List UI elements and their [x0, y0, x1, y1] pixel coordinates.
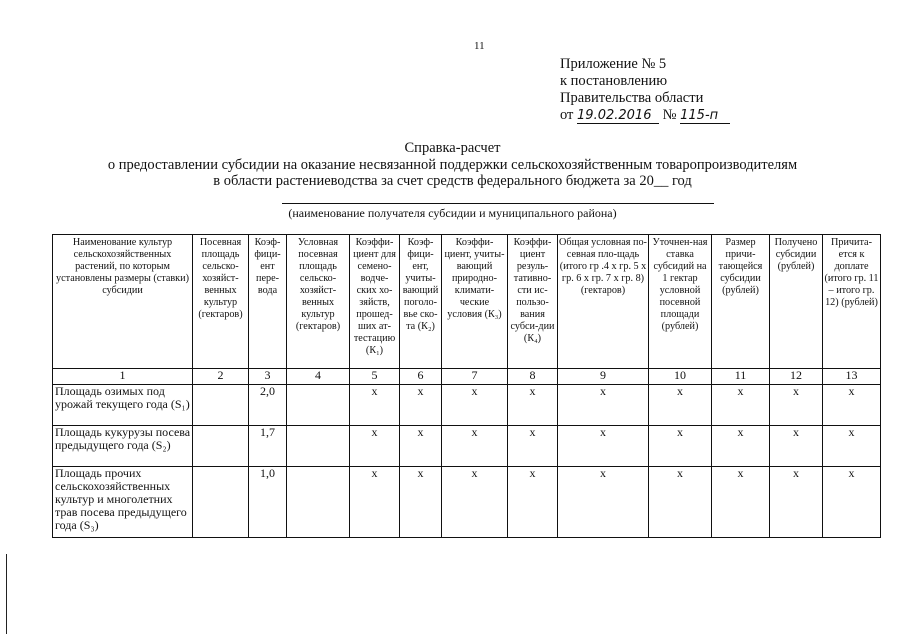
column-header: Получено субсидии (рублей) — [770, 235, 823, 369]
table-cell: х — [823, 467, 881, 538]
table-cell: х — [400, 467, 442, 538]
table-cell: х — [558, 467, 649, 538]
from-prefix: от — [560, 107, 574, 123]
table-cell: х — [350, 385, 400, 426]
table-cell: х — [770, 426, 823, 467]
column-number: 1 — [53, 369, 193, 385]
table-row — [53, 385, 881, 426]
table-cell — [287, 426, 350, 467]
title-line-1: Справка-расчет — [404, 140, 501, 156]
number-sign: № — [662, 107, 677, 123]
column-header: Коэф-фици-ент, учиты-вающий поголо-вье ско-та (К₂) — [400, 235, 442, 369]
column-header: Уточнен-ная ставка субсидий на 1 гектар условной посевной площади (рублей) — [649, 235, 712, 369]
table-cell: х — [400, 385, 442, 426]
column-number: 9 — [558, 369, 649, 385]
column-number-row — [53, 369, 881, 385]
table-cell: х — [823, 426, 881, 467]
table-cell: х — [442, 426, 508, 467]
table-cell: х — [400, 426, 442, 467]
handwritten-number: 115-п — [680, 109, 730, 124]
table-cell: х — [823, 385, 881, 426]
table-cell — [193, 467, 249, 538]
table-cell: х — [770, 467, 823, 538]
table-cell: х — [649, 426, 712, 467]
table-cell: х — [350, 467, 400, 538]
table-header-row — [53, 235, 881, 369]
table-cell: х — [712, 426, 770, 467]
table-cell: х — [558, 385, 649, 426]
row-label: Площадь прочих сельскохозяйственных культур и многолетних трав посева предыдущего года (S₃) — [53, 467, 193, 538]
table-cell: х — [442, 467, 508, 538]
column-number: 3 — [249, 369, 287, 385]
column-header: Наименование культур сельскохозяйственных растений, по которым установлены размеры (ставки) субсидии — [53, 235, 193, 369]
left-margin-mark — [6, 554, 7, 634]
column-number: 11 — [712, 369, 770, 385]
column-number: 4 — [287, 369, 350, 385]
table-cell — [287, 385, 350, 426]
document-title — [0, 140, 905, 190]
table-cell: х — [649, 385, 712, 426]
appendix-line-3: Правительства области — [560, 90, 704, 106]
page-number: 11 — [474, 40, 485, 52]
column-header: Коэффи-циент для семено-водче-ских хо-зяйств, прошед-ших ат-тестацию (К₁) — [350, 235, 400, 369]
title-line-2: о предоставлении субсидии на оказание несвязанной поддержки сельскохозяйственным товаропроизводителям — [107, 156, 798, 173]
handwritten-date: 19.02.2016 — [577, 109, 659, 124]
column-number: 10 — [649, 369, 712, 385]
column-header: Причита-ется к доплате (итого гр. 11 – итого гр. 12) (рублей) — [823, 235, 881, 369]
table-cell: х — [770, 385, 823, 426]
table-cell: 1,0 — [249, 467, 287, 538]
column-header: Размер причи-тающейся субсидии (рублей) — [712, 235, 770, 369]
recipient-caption: (наименование получателя субсидии и муниципального района) — [288, 206, 617, 220]
column-header: Общая условная по-севная пло-щадь (итого гр .4 х гр. 5 х гр. 6 х гр. 7 х гр. 8) (гектаров) — [558, 235, 649, 369]
appendix-block — [560, 56, 730, 124]
table-cell: х — [442, 385, 508, 426]
column-number: 2 — [193, 369, 249, 385]
table-cell: х — [508, 385, 558, 426]
row-label: Площадь озимых под урожай текущего года (S₁) — [53, 385, 193, 426]
table-cell: х — [508, 426, 558, 467]
column-header: Коэффи-циент, учиты-вающий природно-климати-ческие условия (К₃) — [442, 235, 508, 369]
table-cell: 1,7 — [249, 426, 287, 467]
column-number: 13 — [823, 369, 881, 385]
table-cell: 2,0 — [249, 385, 287, 426]
column-number: 8 — [508, 369, 558, 385]
table-row — [53, 467, 881, 538]
table-row — [53, 426, 881, 467]
appendix-line-1: Приложение № 5 — [560, 56, 667, 72]
column-header: Коэф-фици-ент пере-вода — [249, 235, 287, 369]
recipient-fill-line — [282, 203, 714, 204]
row-label: Площадь кукурузы посева предыдущего года (S₂) — [53, 426, 193, 467]
appendix-line-2: к постановлению — [560, 73, 668, 89]
table-cell: х — [508, 467, 558, 538]
column-header: Коэффи-циент резуль-тативно-сти ис-пользо-вания субси-дии (К₄) — [508, 235, 558, 369]
table-cell: х — [558, 426, 649, 467]
appendix-line-4 — [560, 107, 730, 124]
table-cell — [193, 385, 249, 426]
table-cell — [287, 467, 350, 538]
table-cell: х — [350, 426, 400, 467]
column-number: 12 — [770, 369, 823, 385]
column-number: 5 — [350, 369, 400, 385]
column-header: Посевная площадь сельско-хозяйст-венных культур (гектаров) — [193, 235, 249, 369]
table-cell: х — [712, 385, 770, 426]
column-header: Условная посевная площадь сельско-хозяйст-венных культур (гектаров) — [287, 235, 350, 369]
calculation-table — [52, 234, 881, 538]
table-cell: х — [712, 467, 770, 538]
title-line-3: в области растениеводства за счет средств федерального бюджета за 20__ год — [213, 173, 692, 189]
column-number: 6 — [400, 369, 442, 385]
table-cell — [193, 426, 249, 467]
column-number: 7 — [442, 369, 508, 385]
table-cell: х — [649, 467, 712, 538]
